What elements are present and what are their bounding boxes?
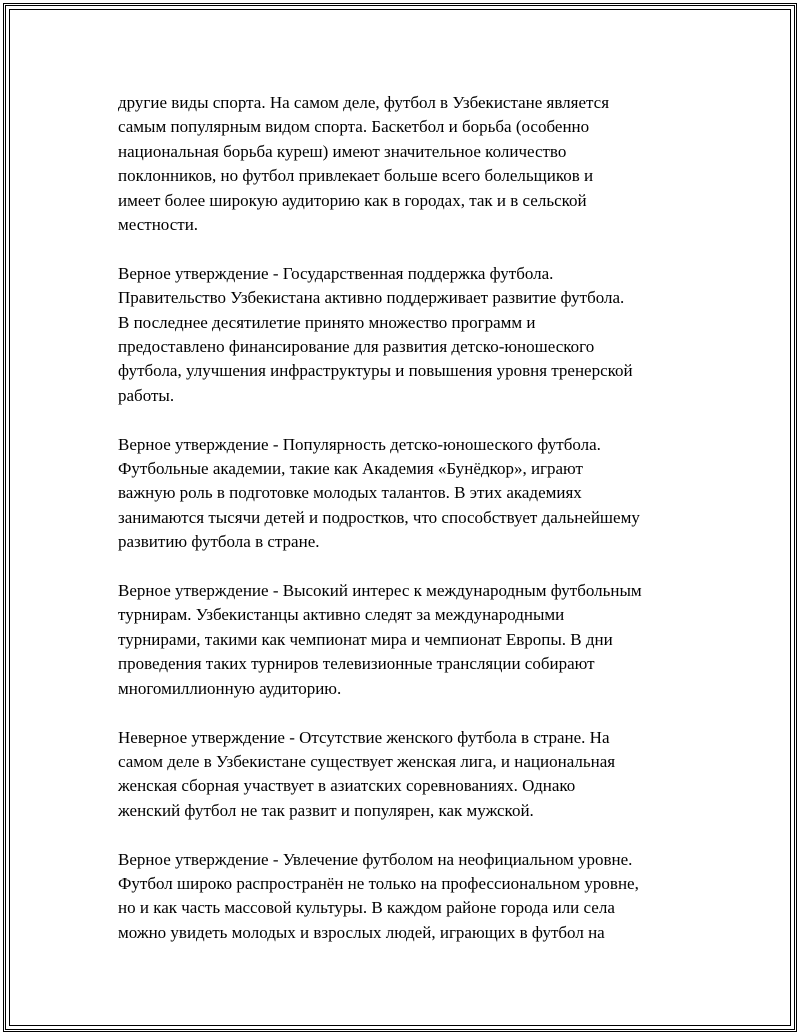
- text-line: женский футбол не так развит и популярен, как мужской.: [118, 800, 534, 820]
- text-line: Футбол широко распространён не только на профессиональном уровне,: [118, 873, 639, 893]
- text-line: Верное утверждение - Популярность детско-юношеского футбола.: [118, 434, 601, 454]
- text-line: развитию футбола в стране.: [118, 532, 320, 552]
- text-line: Верное утверждение - Государственная поддержка футбола.: [118, 263, 554, 283]
- text-line: турнирам. Узбекистанцы активно следят за международными: [118, 605, 565, 625]
- text-line: турнирами, такими как чемпионат мира и чемпионат Европы. В дни: [118, 629, 613, 649]
- text-line: самом деле в Узбекистане существует женская лига, и национальная: [118, 751, 616, 771]
- text-line: можно увидеть молодых и взрослых людей, играющих в футбол на: [118, 922, 605, 942]
- document-body: [118, 91, 690, 970]
- paragraph-3: [118, 433, 690, 555]
- text-line: многомиллионную аудиторию.: [118, 678, 342, 698]
- text-line: национальная борьба куреш) имеют значительное количество: [118, 141, 567, 161]
- text-line: женская сборная участвует в азиатских соревнованиях. Однако: [118, 776, 576, 796]
- paragraph-4: [118, 579, 690, 701]
- paragraph-1: [118, 91, 690, 237]
- text-line: работы.: [118, 385, 175, 405]
- text-line: самым популярным видом спорта. Баскетбол и борьба (особенно: [118, 117, 590, 137]
- text-line: важную роль в подготовке молодых талантов. В этих академиях: [118, 483, 582, 503]
- text-line: В последнее десятилетие принято множество программ и: [118, 312, 536, 332]
- text-line: занимаются тысячи детей и подростков, что способствует дальнейшему: [118, 507, 640, 527]
- text-line: Верное утверждение - Увлечение футболом на неофициальном уровне.: [118, 849, 633, 869]
- paragraph-2: [118, 262, 690, 408]
- text-line: поклонников, но футбол привлекает больше всего болельщиков и: [118, 166, 594, 186]
- text-line: Правительство Узбекистана активно поддерживает развитие футбола.: [118, 288, 625, 308]
- text-line: Футбольные академии, такие как Академия «Бунёдкор», играют: [118, 459, 583, 479]
- text-line: проведения таких турниров телевизионные трансляции собирают: [118, 654, 595, 674]
- paragraph-6: [118, 848, 690, 946]
- text-line: Верное утверждение - Высокий интерес к международным футбольным: [118, 581, 642, 601]
- text-line: Неверное утверждение - Отсутствие женского футбола в стране. На: [118, 727, 610, 747]
- text-line: местности.: [118, 215, 199, 235]
- paragraph-5: [118, 726, 690, 824]
- text-line: другие виды спорта. На самом деле, футбол в Узбекистане является: [118, 93, 610, 112]
- text-line: предоставлено финансирование для развития детско-юношеского: [118, 337, 595, 357]
- text-line: имеет более широкую аудиторию как в городах, так и в сельской: [118, 190, 587, 210]
- text-line: футбола, улучшения инфраструктуры и повышения уровня тренерской: [118, 361, 633, 381]
- text-line: но и как часть массовой культуры. В каждом районе города или села: [118, 898, 615, 918]
